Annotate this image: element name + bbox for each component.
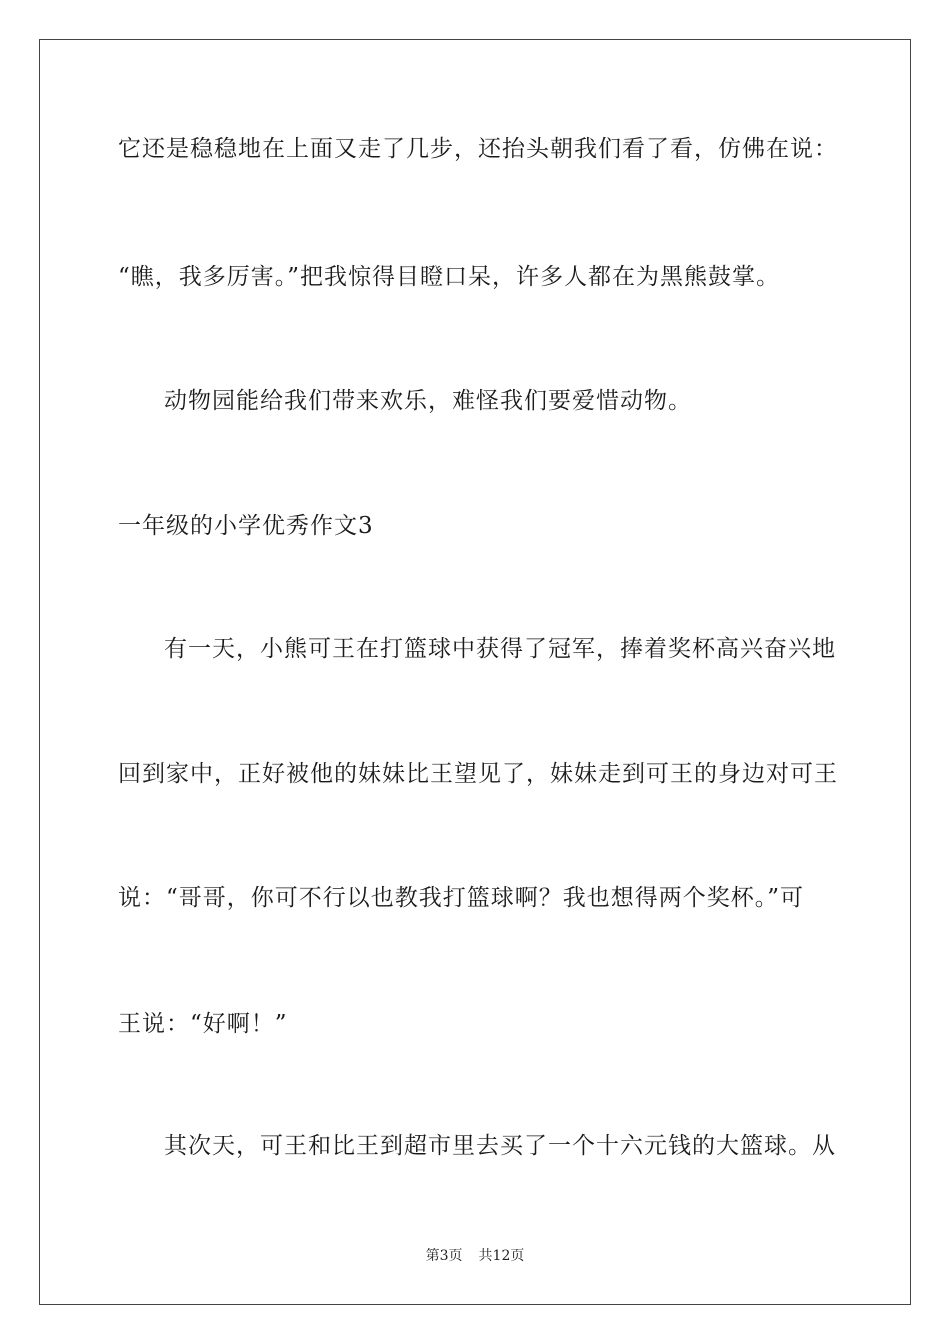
text-line-9: 其次天，可王和比王到超市里去买了一个十六元钱的大篮球。从 [164, 1133, 836, 1159]
page-frame [39, 39, 911, 1305]
page-footer [0, 1246, 950, 1266]
text-line-7: 说：“哥哥，你可不行以也教我打篮球啊？我也想得两个奖杯。”可 [118, 885, 805, 911]
text-line-8: 王说：“好啊！” [118, 1011, 288, 1037]
section-heading: 一年级的小学优秀作文3 [118, 513, 374, 539]
text-line-3: 动物园能给我们带来欢乐，难怪我们要爱惜动物。 [164, 388, 692, 414]
text-line-1: 它还是稳稳地在上面又走了几步，还抬头朝我们看了看，仿佛在说： [118, 136, 838, 162]
page-total: 共12页 [478, 1248, 525, 1264]
text-line-5: 有一天，小熊可王在打篮球中获得了冠军，捧着奖杯高兴奋兴地 [164, 636, 836, 662]
text-line-2: “瞧，我多厉害。”把我惊得目瞪口呆，许多人都在为黑熊鼓掌。 [118, 264, 781, 290]
page-number: 第3页 [425, 1248, 463, 1264]
text-line-6: 回到家中，正好被他的妹妹比王望见了，妹妹走到可王的身边对可王 [118, 761, 838, 787]
